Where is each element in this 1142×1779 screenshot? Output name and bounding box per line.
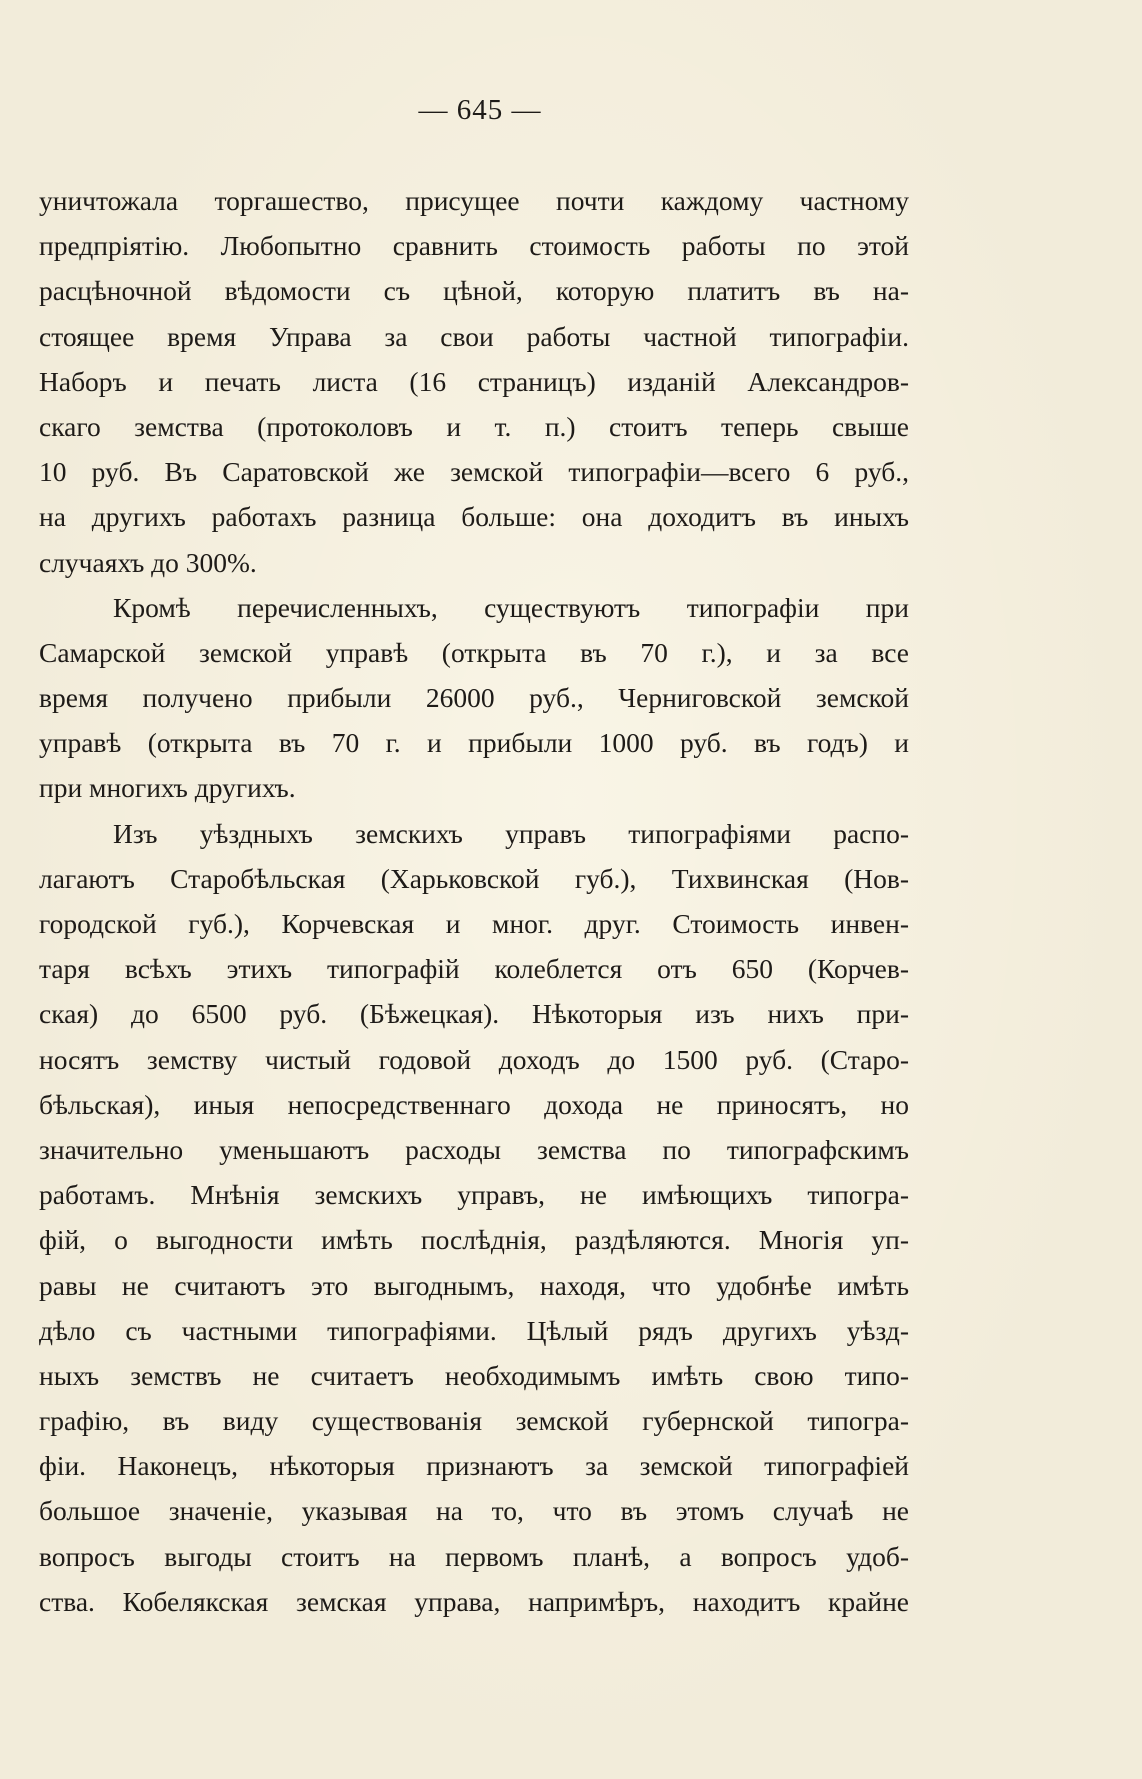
text-line: работамъ. Мнѣнія земскихъ управъ, не имѣющихъ типогра- [39, 1179, 909, 1211]
text-line: случаяхъ до 300%. [39, 546, 257, 578]
text-line: городской губ.), Корчевская и мног. друг. Стоимость инвен- [39, 908, 909, 939]
text-line: время получено прибыли 26000 руб., Черниговской земской [39, 682, 909, 714]
text-line: Наборъ и печать листа (16 страницъ) изданій Александров- [39, 365, 909, 397]
text-line: носятъ земству чистый годовой доходъ до 1500 руб. (Старо- [39, 1043, 909, 1075]
paragraph-3 [39, 811, 909, 1624]
page-number: — 645 — [418, 94, 542, 126]
text-line: равы не считаютъ это выгоднымъ, находя, что удобнѣе имѣть [39, 1269, 909, 1301]
text-line: ства. Кобелякская земская управа, напримѣръ, находитъ крайне [39, 1585, 909, 1617]
text-line: при многихъ другихъ. [39, 772, 296, 804]
text-line: расцѣночной вѣдомости съ цѣной, которую платитъ въ на- [39, 275, 909, 307]
text-line: дѣло съ частными типографіями. Цѣлый рядъ другихъ уѣзд- [39, 1314, 909, 1346]
text-line: фій, о выгодности имѣть послѣднія, раздѣляются. Многія уп- [39, 1224, 909, 1256]
text-line: Самарской земской управѣ (открыта въ 70 г.), и за все [39, 636, 909, 668]
text-line: таря всѣхъ этихъ типографій колеблется отъ 650 (Корчев- [39, 953, 909, 985]
text-line: фіи. Наконецъ, нѣкоторыя признаютъ за земской типографіей [39, 1450, 909, 1482]
text-line: Изъ уѣздныхъ земскихъ управъ типографіями распо- [113, 817, 909, 849]
text-line: графію, въ виду существованія земской губернской типогра- [39, 1405, 909, 1437]
text-line: вопросъ выгоды стоитъ на первомъ планѣ, а вопросъ удоб- [39, 1540, 909, 1572]
text-line: ныхъ земствъ не считаетъ необходимымъ имѣть свою типо- [39, 1359, 909, 1391]
text-line: бѣльская), иныя непосредственнаго дохода не приносятъ, но [39, 1088, 909, 1120]
text-line: 10 руб. Въ Саратовской же земской типографіи—всего 6 руб., [39, 456, 909, 488]
text-line: лагаютъ Старобѣльская (Харьковской губ.), Тихвинская (Нов- [39, 862, 909, 894]
text-line: предпріятію. Любопытно сравнить стоимость работы по этой [39, 230, 909, 262]
paragraph-2 [39, 585, 909, 811]
text-line: управѣ (открыта въ 70 г. и прибыли 1000 руб. въ годъ) и [39, 727, 909, 759]
text-line: стоящее время Управа за свои работы частной типографіи. [39, 320, 909, 352]
text-line: ская) до 6500 руб. (Бѣжецкая). Нѣкоторыя изъ нихъ при- [39, 998, 909, 1030]
text-line: значительно уменьшаютъ расходы земства по типографскимъ [39, 1133, 909, 1165]
text-line: на другихъ работахъ разница больше: она доходитъ въ иныхъ [39, 501, 909, 533]
body-text [39, 178, 909, 1624]
paragraph-1 [39, 178, 909, 585]
text-line: большое значеніе, указывая на то, что въ этомъ случаѣ не [39, 1495, 909, 1527]
text-line: Кромѣ перечисленныхъ, существуютъ типографіи при [113, 591, 909, 623]
text-line: скаго земства (протоколовъ и т. п.) стоитъ теперь свыше [39, 410, 909, 442]
text-line: уничтожала торгашество, присущее почти каждому частному [39, 185, 909, 216]
